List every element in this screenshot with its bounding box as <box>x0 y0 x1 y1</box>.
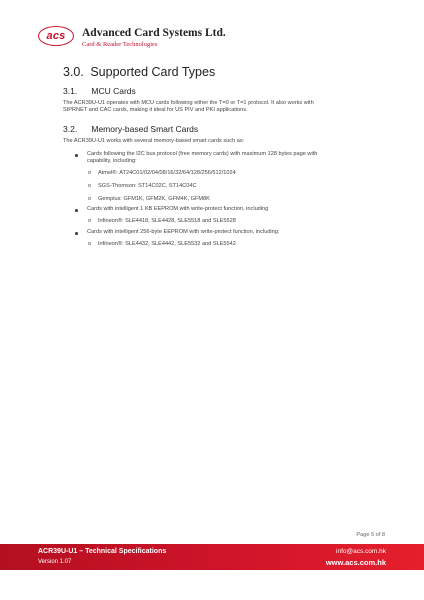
sub-item: SGS-Thomson: ST14C02C, ST14C04C <box>98 183 197 189</box>
section-title: Supported Card Types <box>90 65 216 79</box>
footer-version: Version 1.07 <box>38 559 72 565</box>
section-heading <box>63 65 215 79</box>
bullet-dot <box>75 209 78 212</box>
text-line: Cards following the I2C bus protocol (free memory cards) with maximum 128 bytes page with <box>87 151 318 157</box>
footer-website-link[interactable]: www.acs.com.hk <box>325 558 386 567</box>
bullet-dot <box>75 232 78 235</box>
text-line: Cards with intelligent 1 KB EEPROM with write-protect function, including <box>87 206 269 212</box>
text-line: Cards with intelligent 256-byte EEPROM with write-protect function, including: <box>87 229 280 235</box>
subsection-number: 3.1. <box>63 86 78 96</box>
sub-marker: o <box>88 183 92 189</box>
bullet-item <box>87 229 362 236</box>
text-line: SIPRNET and CAC cards, making it ideal for US PIV and PKI applications. <box>63 107 248 114</box>
sub-item: Infineon®: SLE4418, SLE4428, SLE5518 and SLE5528 <box>98 218 236 224</box>
bullet-dot <box>75 154 78 157</box>
subsection-heading-memory <box>63 124 198 134</box>
mcu-paragraph <box>63 100 373 114</box>
company-name: Advanced Card Systems Ltd. <box>82 27 226 39</box>
memory-intro <box>63 138 363 145</box>
section-number: 3.0. <box>63 65 84 79</box>
sub-marker: o <box>88 196 92 202</box>
subsection-title: MCU Cards <box>91 86 136 96</box>
subsection-title: Memory-based Smart Cards <box>91 124 199 134</box>
text-line: The ACR39U-U1 works with several memory-based smart cards such as: <box>63 138 245 144</box>
bullet-item <box>87 206 362 213</box>
sub-item: Infineon®: SLE4432, SLE4442, SLE5532 and SLE5542 <box>98 241 236 247</box>
company-tagline: Card & Reader Technologies <box>82 41 158 48</box>
bullet-item <box>87 151 362 165</box>
text-line: The ACR39U-U1 operates with MCU cards following either the T=0 or T=1 protocol. It also works with <box>63 100 314 106</box>
acs-logo: acs <box>38 26 74 46</box>
sub-marker: o <box>88 170 92 176</box>
page-number: Page 5 of 8 <box>356 532 385 538</box>
subsection-heading-mcu <box>63 86 136 96</box>
subsection-number: 3.2. <box>63 124 78 134</box>
sub-marker: o <box>88 241 92 247</box>
footer-email-link[interactable]: info@acs.com.hk <box>336 548 386 555</box>
footer-document-title: ACR39U-U1 – Technical Specifications <box>38 548 167 555</box>
sub-item: Atmel®: AT24C01/02/04/08/16/32/64/128/256/512/1024 <box>98 170 236 176</box>
sub-marker: o <box>88 218 92 224</box>
text-line: capability, including: <box>87 158 137 165</box>
sub-item: Gemplus: GFM1K, GFM2K, GFM4K, GFM8K <box>98 196 210 202</box>
